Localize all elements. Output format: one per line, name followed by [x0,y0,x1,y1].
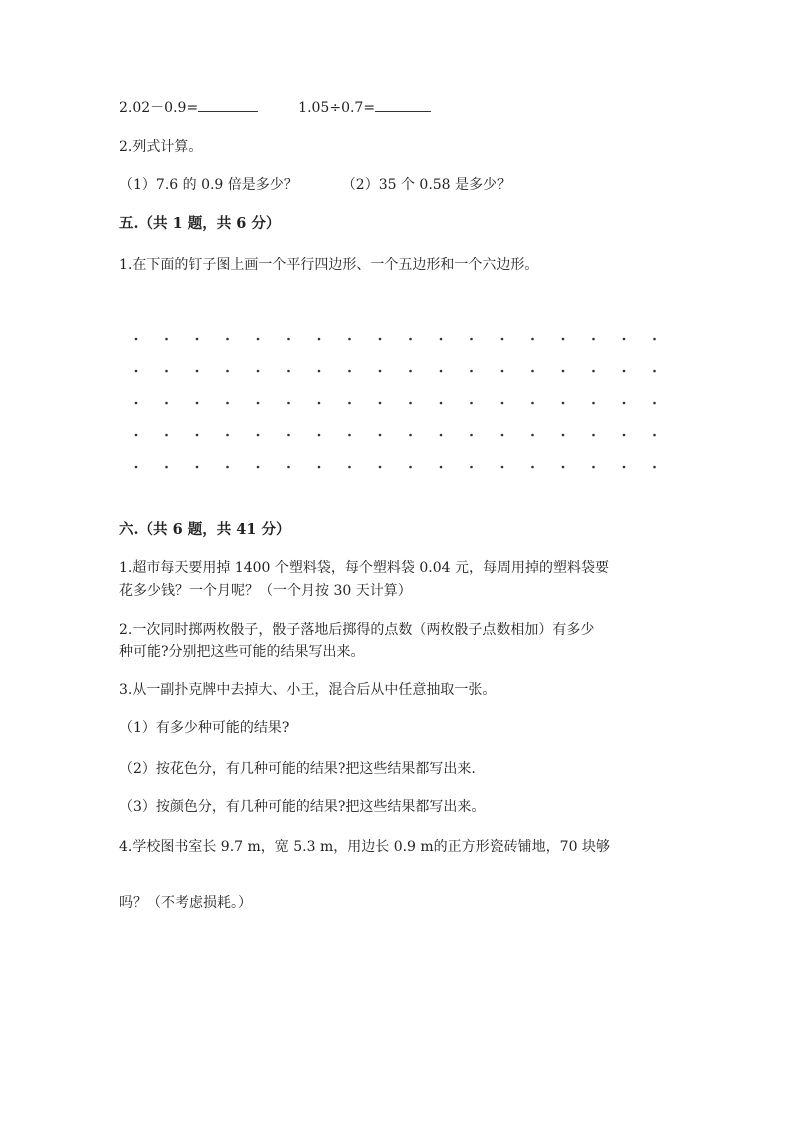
nail-dot [562,434,565,437]
nail-dot [501,434,504,437]
section-6-heading: 六.（共 6 题，共 41 分） [119,521,291,538]
nail-dot [440,338,443,341]
section-6-q2-line-2: 种可能?分别把这些可能的结果写出来。 [119,644,365,660]
nail-dot [257,338,260,341]
nail-dot [592,402,595,405]
nail-dot [318,434,321,437]
nail-dot [257,370,260,373]
section-6-q3-sub-2: （2）按花色分，有几种可能的结果?把这些结果都写出来. [119,761,476,777]
nail-dot [470,402,473,405]
nail-dot [226,434,229,437]
nail-dot [501,338,504,341]
nail-dot [592,370,595,373]
section-6-q1-line-2: 花多少钱？一个月呢？（一个月按 30 天计算） [119,583,412,599]
section-6-q3-sub-3: （3）按颜色分，有几种可能的结果?把这些结果都写出来。 [119,799,486,815]
nail-dot [623,434,626,437]
nail-dot [379,402,382,405]
nail-dot [196,402,199,405]
nail-dot [623,466,626,469]
nail-dot [623,402,626,405]
nail-dot [226,338,229,341]
nail-dot [318,466,321,469]
section-5-question-1: 1.在下面的钉子图上画一个平行四边形、一个五边形和一个六边形。 [119,257,539,273]
nail-dot [440,370,443,373]
answer-blank-2[interactable] [375,97,431,112]
calc-line [119,97,431,118]
nail-dot [257,466,260,469]
nail-dot [440,434,443,437]
nail-dot [653,338,656,341]
nail-dot [653,402,656,405]
nail-dot [531,370,534,373]
nail-dot [623,338,626,341]
nail-dot [287,434,290,437]
nail-dot [501,466,504,469]
nail-dot [440,466,443,469]
nail-dot [379,338,382,341]
nail-dot [318,402,321,405]
question-2-sub-1: （1）7.6 的 0.9 倍是多少？ [119,177,298,193]
calc-expression-1: 2.02－0.9= [119,100,199,116]
nail-dot [470,338,473,341]
nail-dot [592,466,595,469]
nail-dot [531,338,534,341]
nail-dot [409,338,412,341]
nail-dot [409,370,412,373]
nail-dot [257,434,260,437]
nail-dot [440,402,443,405]
nail-dot [196,466,199,469]
nail-dot [562,338,565,341]
nail-dot [531,434,534,437]
question-2-subquestions [119,175,511,195]
nail-dot [470,370,473,373]
nail-dot [318,338,321,341]
nail-dot [562,370,565,373]
section-6-q4-line-1: 4.学校图书室长 9.7 m，宽 5.3 m，用边长 0.9 m的正方形瓷砖铺地，70 块够 [119,839,610,855]
nail-dot [135,370,138,373]
nail-dot [379,466,382,469]
question-2-sub-2: （2）35 个 0.58 是多少？ [341,177,512,193]
nail-dot [135,338,138,341]
nail-dot [165,466,168,469]
nail-dot [196,370,199,373]
section-6-q3-sub-1: （1）有多少种可能的结果? [119,720,290,736]
nail-dot [531,466,534,469]
calc-expression-2: 1.05÷0.7= [298,100,376,116]
nail-dot [287,338,290,341]
nail-dot [287,402,290,405]
nail-dot [226,466,229,469]
nail-dot [348,466,351,469]
nail-dot [501,370,504,373]
nail-dot [409,402,412,405]
nail-dot [470,466,473,469]
nail-dot [287,466,290,469]
nail-dot [226,402,229,405]
nail-dot [348,402,351,405]
nail-dot [531,402,534,405]
nail-dot [653,434,656,437]
section-6-q2-line-1: 2.一次同时掷两枚骰子，骰子落地后掷得的点数（两枚骰子点数相加）有多少 [119,622,595,638]
section-6-q4-line-2: 吗？（不考虑损耗。） [119,895,252,911]
section-5-heading: 五.（共 1 题，共 6 分） [119,215,281,232]
nail-dot [409,466,412,469]
nail-dot [653,466,656,469]
nail-board-dot-grid[interactable] [120,325,680,485]
nail-dot [165,370,168,373]
nail-dot [165,338,168,341]
nail-dot [653,370,656,373]
answer-blank-1[interactable] [198,97,258,112]
nail-dot [592,338,595,341]
nail-dot [562,402,565,405]
nail-dot [257,402,260,405]
nail-dot [165,402,168,405]
nail-dot [379,434,382,437]
nail-dot [135,466,138,469]
question-2-title: 2.列式计算。 [119,139,203,155]
nail-dot [226,370,229,373]
nail-dot [592,434,595,437]
nail-dot [379,370,382,373]
nail-dot [196,434,199,437]
nail-dot [135,402,138,405]
nail-dot [348,434,351,437]
nail-dot [623,370,626,373]
nail-dot [348,370,351,373]
section-6-q3: 3.从一副扑克牌中去掉大、小王，混合后从中任意抽取一张。 [119,682,497,698]
nail-dot [501,402,504,405]
nail-dot [196,338,199,341]
nail-dot [348,338,351,341]
nail-dot [287,370,290,373]
nail-dot [165,434,168,437]
section-6-q1-line-1: 1.超市每天要用掉 1400 个塑料袋，每个塑料袋 0.04 元，每周用掉的塑料袋要 [119,560,609,576]
nail-dot [409,434,412,437]
nail-dot [318,370,321,373]
nail-dot [562,466,565,469]
nail-dot [135,434,138,437]
nail-dot [470,434,473,437]
